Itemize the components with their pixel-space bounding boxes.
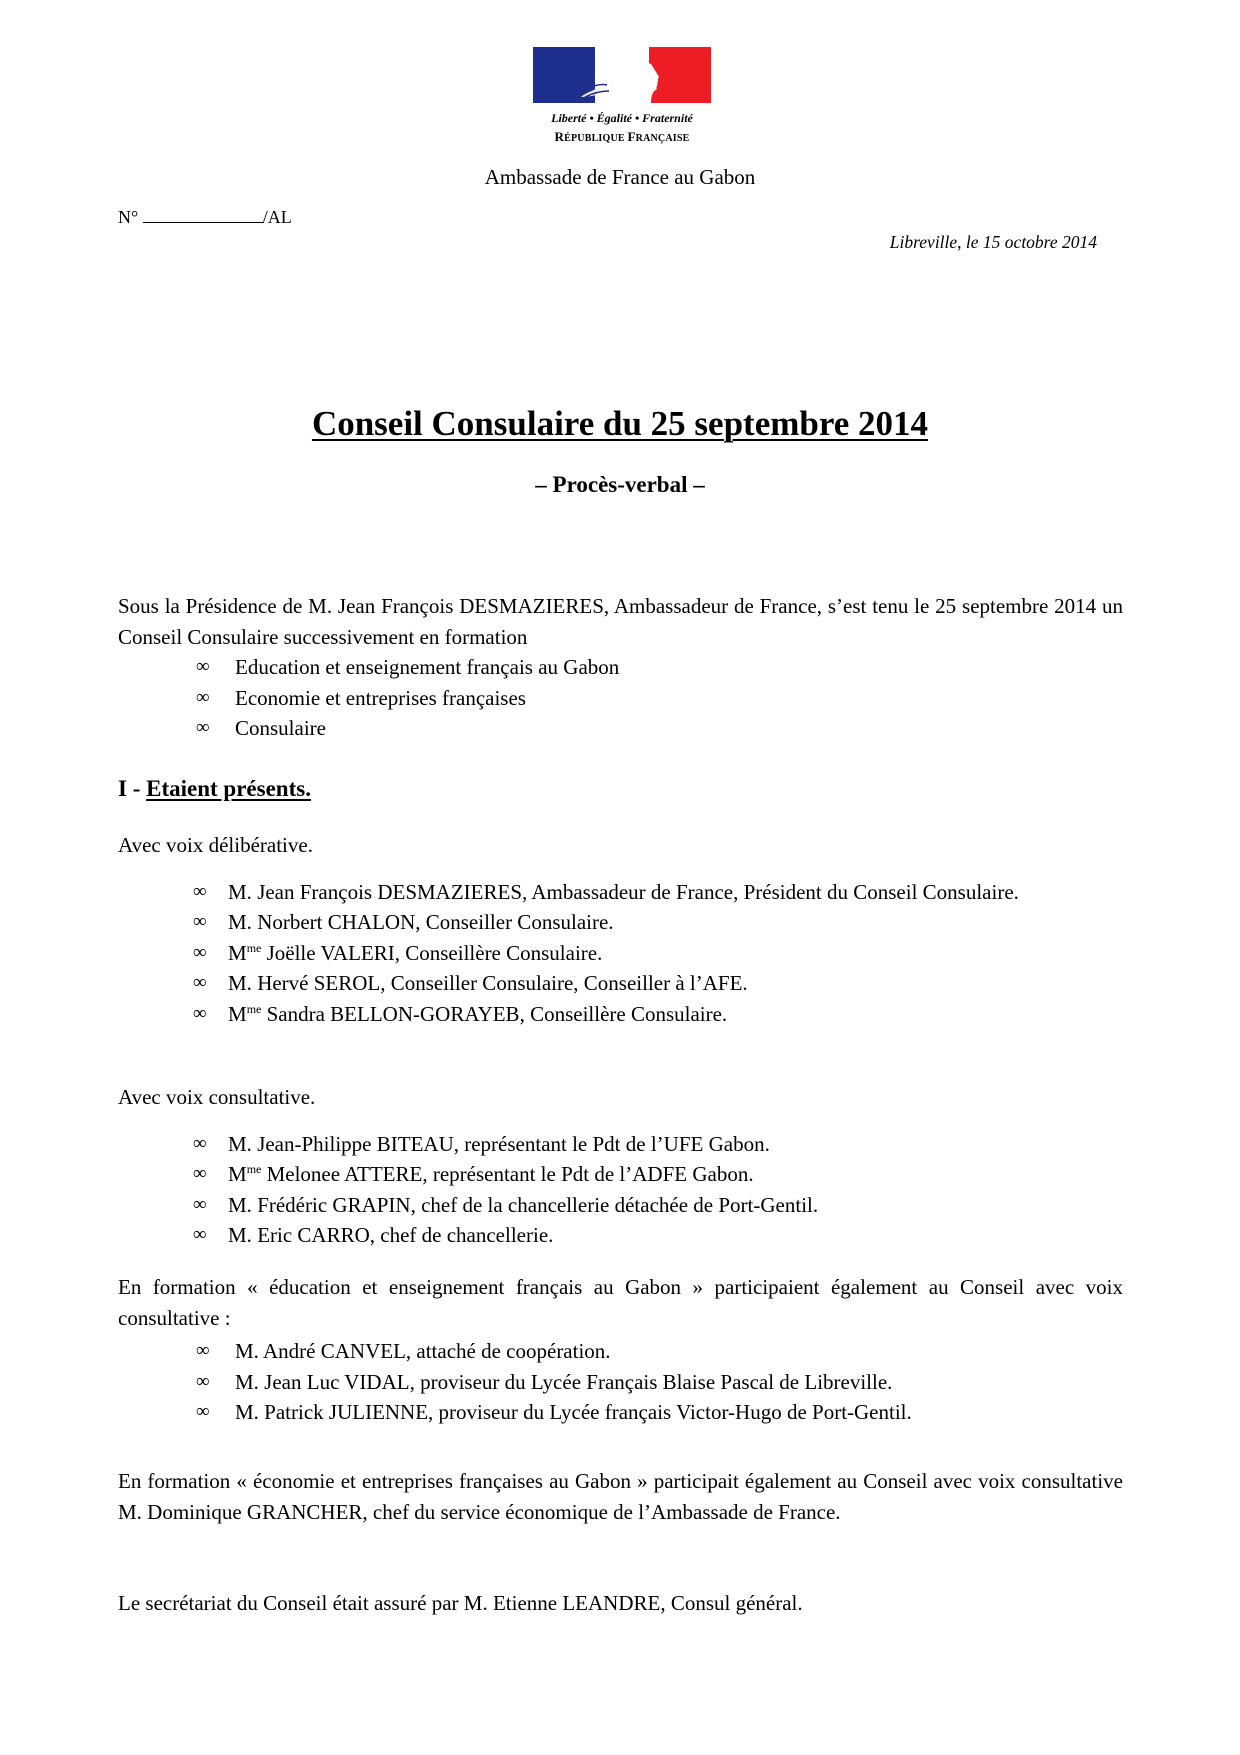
infinity-bullet-icon: ∞ [193, 1224, 207, 1245]
reference-prefix: N° [118, 207, 139, 227]
consultative-label: Avec voix consultative. [118, 1085, 316, 1109]
embassy-name: Ambassade de France au Gabon [484, 165, 756, 189]
list-item: ∞ Education et enseignement français au Gabon [118, 652, 1123, 683]
infinity-bullet-icon: ∞ [193, 880, 207, 902]
consultative-section [118, 1082, 1123, 1251]
infinity-bullet-icon: ∞ [193, 941, 207, 963]
republic-motto: Liberté • Égalité • Fraternité [551, 111, 693, 125]
list-item: ∞ M. Patrick JULIENNE, proviseur du Lycée français Victor-Hugo de Port-Gentil. [118, 1397, 1123, 1428]
infinity-bullet-icon: ∞ [193, 1132, 207, 1154]
list-item: ∞ M. Jean Luc VIDAL, proviseur du Lycée Français Blaise Pascal de Libreville. [118, 1367, 1123, 1398]
infinity-bullet-icon: ∞ [193, 972, 207, 993]
deliberative-members-list [118, 877, 1123, 1030]
reference-suffix: /AL [262, 207, 292, 227]
deliberative-label: Avec voix délibérative. [118, 833, 313, 857]
list-item: ∞ M. Hervé SEROL, Conseiller Consulaire, Conseiller à l’AFE. [118, 968, 1123, 999]
list-item: ∞ M. Frédéric GRAPIN, chef de la chancellerie détachée de Port-Gentil. [118, 1190, 1123, 1221]
list-item: ∞ $M^{me}$ Joëlle VALERI, Conseillère Consulaire. [118, 938, 1123, 969]
list-item: ∞ M. Norbert CHALON, Conseiller Consulaire. [118, 907, 1123, 938]
republique-francaise-label: RÉPUBLIQUE FRANÇAISE [554, 129, 690, 144]
document-title: Conseil Consulaire du 25 septembre 2014 [311, 404, 929, 443]
list-item: ∞ $M^{me}$ Sandra BELLON-GORAYEB, Conseillère Consulaire. [118, 999, 1123, 1030]
consultative-members-list [118, 1129, 1123, 1251]
formations-list [118, 652, 1123, 744]
list-item: ∞ M. Eric CARRO, chef de chancellerie. [118, 1220, 1123, 1251]
education-formation-section [118, 1272, 1123, 1428]
economy-formation-paragraph: En formation « économie et entreprises françaises au Gabon » participait également au Conseil avec voix consultative M. Dominique GRANCHER, chef du service économique de l’Ambassade de France. [118, 1469, 1123, 1524]
deliberative-section [118, 830, 1123, 1029]
list-item: ∞ M. André CANVEL, attaché de coopération. [118, 1336, 1123, 1367]
list-item: ∞ M. Jean-Philippe BITEAU, représentant le Pdt de l’UFE Gabon. [118, 1129, 1123, 1160]
document-subtitle: – Procès-verbal – [535, 472, 705, 497]
marianne-profile-icon [563, 53, 673, 103]
republique-francaise-logo [533, 47, 711, 153]
intro-text: Sous la Présidence de M. Jean François DESMAZIERES, Ambassadeur de France, s’est tenu le 25 septembre 2014 un Conseil Consulaire successivement en formation [118, 594, 1123, 649]
infinity-bullet-icon: ∞ [196, 686, 210, 708]
secretariat-paragraph: Le secrétariat du Conseil était assuré par M. Etienne LEANDRE, Consul général. [118, 1591, 803, 1615]
infinity-bullet-icon: ∞ [193, 1193, 207, 1215]
infinity-bullet-icon: ∞ [196, 1370, 210, 1392]
section-heading-present: I - Etaient présents. [118, 776, 311, 801]
education-formation-text: En formation « éducation et enseignement français au Gabon » participaient également au Conseil avec voix consultative : [118, 1275, 1123, 1330]
infinity-bullet-icon: ∞ [193, 1002, 207, 1024]
list-item: ∞ Consulaire [118, 713, 1123, 744]
document-date: Libreville, le 15 octobre 2014 [889, 232, 1097, 252]
reference-blank-line [143, 208, 263, 223]
infinity-bullet-icon: ∞ [196, 717, 210, 738]
infinity-bullet-icon: ∞ [193, 1163, 207, 1184]
infinity-bullet-icon: ∞ [196, 656, 210, 677]
list-item: ∞ M. Jean François DESMAZIERES, Ambassadeur de France, Président du Conseil Consulaire. [118, 877, 1123, 908]
list-item: ∞ Economie et entreprises françaises [118, 683, 1123, 714]
infinity-bullet-icon: ∞ [193, 911, 207, 932]
list-item: ∞ $M^{me}$ Melonee ATTERE, représentant le Pdt de l’ADFE Gabon. [118, 1159, 1123, 1190]
infinity-bullet-icon: ∞ [196, 1401, 210, 1422]
education-members-list [118, 1336, 1123, 1428]
reference-number [118, 207, 292, 228]
intro-paragraph [118, 591, 1123, 744]
infinity-bullet-icon: ∞ [196, 1340, 210, 1361]
